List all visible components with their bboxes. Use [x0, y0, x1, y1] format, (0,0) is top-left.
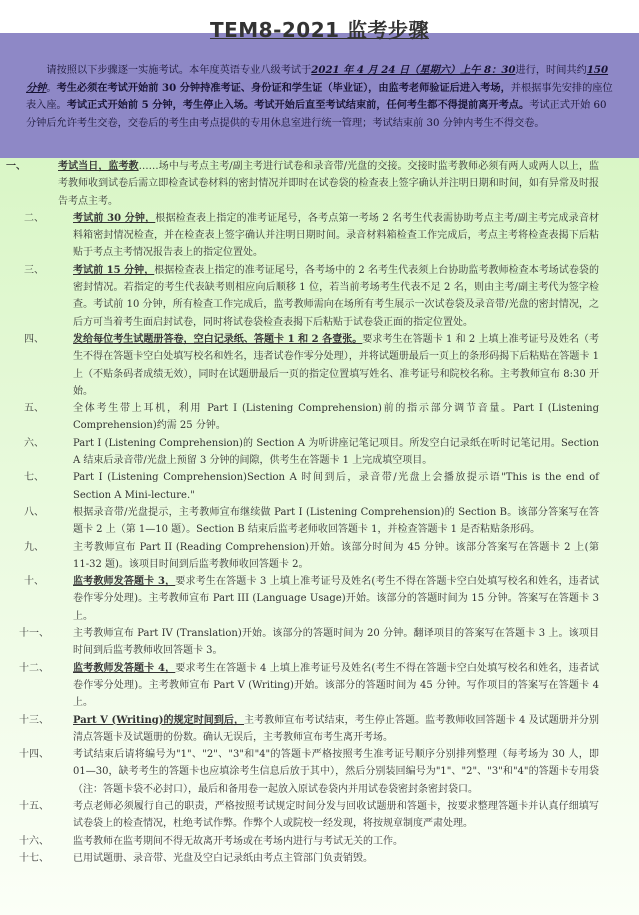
procedure-item	[0, 833, 639, 850]
page-title: TEM8-2021 监考步骤	[209, 18, 430, 42]
procedure-text	[73, 262, 599, 331]
procedure-number: 九、	[24, 541, 44, 553]
procedure-text	[73, 504, 599, 539]
procedure-body: 根据录音带/光盘提示，主考教师宣布继续做 Part I (Listening Comprehension)的 Section B。该部分答案写在答题卡 2 上（第 1—10 题）。Section B 结束后监考老师收回答题卡 1，并检查答题卡 1 是否粘贴条形码。	[73, 506, 599, 536]
procedure-lead: 监考教师发答题卡 4，	[73, 662, 176, 674]
procedure-number: 十六、	[19, 835, 49, 847]
procedure-number: 十一、	[19, 628, 49, 640]
procedure-item	[0, 625, 639, 660]
procedure-number: 十、	[24, 576, 44, 588]
procedure-number: 六、	[24, 437, 44, 449]
intro-text-5: 考试正式开始 60 分钟后允许考生交卷，交卷后的考生由考点提供的专用休息室进行统一管理；考试结束前 30 分钟内考生不得交卷。	[26, 100, 607, 129]
exam-date: 2021 年 4 月 24 日（星期六）上午 8：30	[311, 64, 516, 76]
procedure-item	[0, 158, 639, 210]
procedure-item	[0, 435, 639, 470]
procedure-item	[0, 469, 639, 504]
procedure-lead: Part V (Writing)的规定时间到后，	[73, 714, 245, 726]
procedure-item	[0, 504, 639, 539]
procedure-lead: 考试当日，监考教	[58, 161, 139, 172]
intro-text-3: 。	[46, 82, 57, 94]
procedure-body: 主考教师宣布 Part II (Reading Comprehension)开始。该部分时间为 45 分钟。该部分答案写在答题卡 2 上(第 11-32 题)。该项目时间到后监考教师收回答题卡 2。	[73, 541, 599, 570]
procedure-item	[0, 746, 639, 798]
procedure-body: 主考教师宣布考试结束，考生停止答题。监考教师收回答题卡 4 及试题册并分别清点答题卡及试题册的份数。确认无误后，主考教师宣布考生离开考场。	[73, 714, 599, 743]
procedure-body: 要求考生在答题卡 1 和 2 上填上准考证号及姓名（考生不得在答题卡空白处填写校名和姓名，违者试卷作零分处理），并将试题册最后一页上的条形码揭下后粘贴在答题卡 1 上（不贴条码者成绩无效），同时在试题册最后一页的指定位置填写姓名、准考证号和院校名称。主考教师宣布 8:30 开始。	[73, 333, 599, 397]
procedure-body: Part I (Listening Comprehension)Section A 时间到后，录音带/光盘上会播放提示语"This is the end of Section A Mini-lecture."	[73, 472, 599, 501]
procedure-text	[73, 210, 599, 262]
procedure-body: 考点老师必须履行自己的职责，严格按照考试规定时间分发与回收试题册和答题卡，按要求整理答题卡并认真仔细填写试卷袋上的检查情况，杜绝考试作弊。作弊个人或院校一经发现，将按规章制度严肃处理。	[73, 800, 599, 830]
procedure-text	[73, 539, 599, 574]
procedure-number: 四、	[24, 333, 44, 345]
intro-text-4: 并根据事先安排的座位表入座。	[26, 82, 613, 112]
procedure-body: 全体考生带上耳机，利用 Part I (Listening Comprehension)前的指示部分调节音量。Part I (Listening Comprehension)约需 25 分钟。	[73, 403, 599, 432]
procedure-body: 主考教师宣布 Part IV (Translation)开始。该部分的答题时间为 20 分钟。翻译项目的答案写在答题卡 3 上。该项目时间到后监考教师收回答题卡 3。	[73, 628, 599, 657]
procedure-body: 要求考生在答题卡 4 上填上准考证号及姓名(考生不得在答题卡空白处填写校名和姓名，违者试卷作零分处理)。主考教师宣布 Part V (Writing)开始。该部分的答题时间为 45 分钟。写作项目的答案写在答题卡 4 上。	[73, 662, 599, 709]
procedure-item	[0, 331, 639, 400]
intro-paragraph	[26, 62, 618, 132]
procedure-item	[0, 573, 639, 625]
procedure-number: 十五、	[19, 800, 49, 812]
procedure-text	[73, 850, 599, 867]
procedure-item	[0, 850, 639, 867]
procedure-body: 考试结束后请将编号为"1"、"2"、"3"和"4"的答题卡严格按照考生准考证号顺序分别排列整理（每考场为 30 人，即 01—30，缺考考生的答题卡也应填涂考生信息后放于其中），然后分别装回编号为"1"、"2"、"3"和"4"的答题卡专用袋（注：答题卡袋不必封口），最后和备用卷一起放入原试卷袋内并用试卷袋密封条密封袋口。	[73, 749, 599, 795]
procedure-body: 已用试题册、录音带、光盘及空白记录纸由考点主管部门负责销毁。	[73, 852, 373, 864]
procedure-text	[73, 625, 599, 660]
procedure-list	[0, 158, 639, 867]
procedure-item	[0, 712, 639, 747]
procedure-number: 二、	[24, 212, 44, 224]
exam-duration: 150 分钟	[26, 64, 609, 94]
procedure-number: 一、	[6, 161, 26, 172]
procedure-text	[73, 660, 599, 712]
procedure-body: Part I (Listening Comprehension)的 Section A 为听讲座记笔记项目。所发空白记录纸在听时记笔记用。Section A 结束后录音带/光盘上预留 3 分钟的间隙，供考生在答题卡 1 上完成填空项目。	[73, 437, 599, 467]
procedure-text	[73, 435, 599, 470]
intro-text-1: 请按照以下步骤逐一实施考试。本年度英语专业八级考试于	[46, 65, 312, 76]
procedure-text	[73, 331, 599, 400]
procedure-number: 十三、	[19, 714, 49, 726]
procedure-number: 七、	[24, 472, 44, 484]
procedure-item	[0, 660, 639, 712]
procedure-text	[73, 573, 599, 625]
procedure-text	[73, 400, 599, 435]
procedure-lead: 考试前 30 分钟，	[73, 212, 156, 224]
procedure-number: 三、	[24, 264, 44, 276]
intro-text-2: 进行，时间共约	[515, 65, 587, 76]
procedure-text	[73, 833, 599, 850]
procedure-text	[73, 469, 599, 504]
procedure-item	[0, 400, 639, 435]
procedure-text	[58, 158, 599, 210]
intro-bold-1: 考生必须在考试开始前 30 分钟持准考证、身份证和学生证（毕业证），由监考老师验证后进入考场，	[56, 81, 511, 94]
procedure-lead: 监考教师发答题卡 3，	[73, 576, 176, 588]
procedure-body: ……场中与考点主考/副主考进行试卷和录音带/光盘的交接。交接时监考教师必须有两人或两人以上，监考教师收到试卷后需立即检查试卷材料的密封情况并即时在试卷袋的检查表上签字确认并注明日期和时间，如有异常及时报告考点主考。	[58, 161, 600, 207]
procedure-number: 十四、	[19, 749, 49, 761]
procedure-text	[73, 746, 599, 798]
procedure-body: 要求考生在答题卡 3 上填上准考证号及姓名(考生不得在答题卡空白处填写校名和姓名，违者试卷作零分处理)。主考教师宣布 Part III (Language Usage)开始。该部分的答题时间为 15 分钟。答案写在答题卡 3 上。	[73, 576, 599, 622]
procedure-item	[0, 539, 639, 574]
procedure-lead: 发给每位考生试题册答卷，空白记录纸、答题卡 1 和 2 各壹张。	[73, 333, 363, 345]
intro-bold-2: 考试正式开始前 5 分钟，考生停止入场。考试开始后直至考试结束前，任何考生都不得提前离开考点。	[66, 99, 530, 112]
procedure-text	[73, 798, 599, 833]
procedure-body: 根据检查表上指定的准考证尾号，各考点第一考场 2 名考生代表需协助考点主考/副主考完成录音材料箱密封情况检查，并在检查表上签字确认并注明日期时间。录音材料箱检查工作完成后，考点主考将检查表揭下后粘贴于考点主考情况报告表上的指定位置处。	[73, 212, 599, 259]
procedure-text	[73, 712, 599, 747]
procedure-item	[0, 210, 639, 262]
procedure-number: 十二、	[19, 662, 49, 674]
procedure-number: 五、	[24, 403, 44, 415]
procedure-lead: 考试前 15 分钟，	[73, 264, 155, 276]
procedure-item	[0, 798, 639, 833]
procedure-body: 根据检查表上指定的准考证尾号，各考场中的 2 名考生代表须上台协助监考教师检查本考场试卷袋的密封情况。若指定的考生代表缺考则相应向后顺移 1 位，若当前考场考生代表不足 2 名，则由主考/副主考代为签字检查。考试前 10 分钟，所有检查工作完成后，监考教师需向在场所有考生展示一次试卷袋及录音带/光盘的密封情况，之后方可当着考生面启封试卷，同时将试卷袋检查表揭下后粘贴于试卷袋正面的指定位置处。	[73, 264, 599, 328]
procedure-number: 十七、	[19, 852, 49, 864]
procedure-body: 监考教师在监考期间不得无故离开考场或在考场内进行与考试无关的工作。	[73, 835, 403, 847]
procedure-number: 八、	[24, 506, 44, 518]
procedure-item	[0, 262, 639, 331]
